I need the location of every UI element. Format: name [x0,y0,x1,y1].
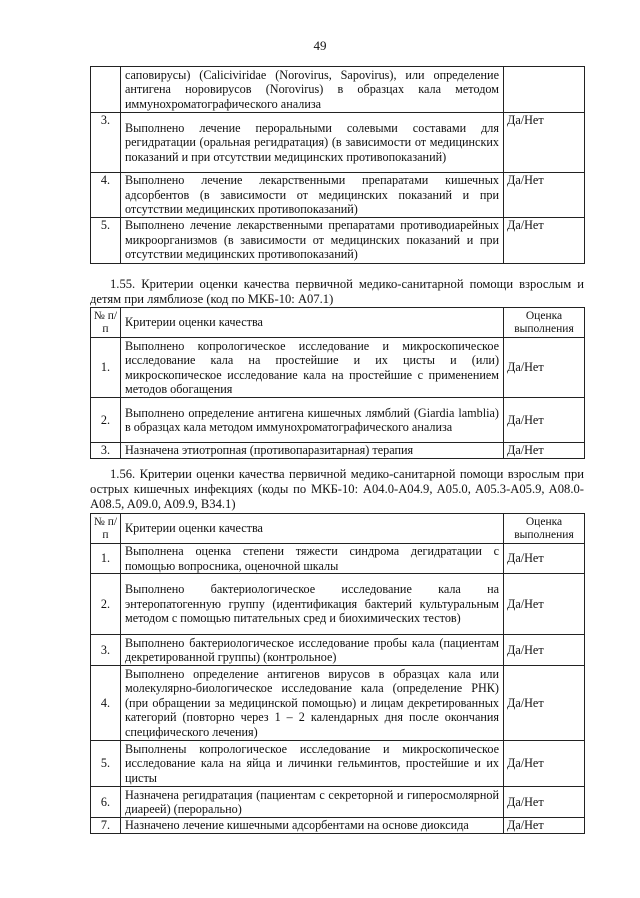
criterion-text: Назначена регидратация (пациентам с секреторной и гиперосмолярной диареей) (перорально) [121,787,504,818]
criteria-table-1-55 [90,307,585,459]
criteria-table-continued [90,66,585,264]
section-heading-1-55: 1.55. Критерии оценки качества первичной медико-санитарной помощи взрослым и детям при лямблиозе (код по МКБ-10: A07.1) [90,277,584,306]
table-row [91,338,585,398]
table-row [91,173,585,218]
table-row [91,666,585,741]
criteria-table-1-56 [90,513,585,834]
row-number: 2. [91,398,121,443]
criterion-text: Выполнено бактериологическое исследование пробы кала (пациентам декретированной группы) (контрольное) [121,635,504,666]
criterion-text: Назначено лечение кишечными адсорбентами на основе диоксида [121,818,504,834]
criterion-text: Выполнена оценка степени тяжести синдрома дегидратации с помощью вопросника, оценочной шкалы [121,544,504,574]
row-number: 5. [91,741,121,787]
column-header-assessment: Оценка выполнения [504,308,585,338]
column-header-criteria: Критерии оценки качества [121,514,504,544]
criterion-text: Выполнено лечение лекарственными препаратами кишечных адсорбентов (в зависимости от медицинских показаний и при отсутствии медицинских противопоказаний) [121,173,504,218]
row-number: 2. [91,574,121,635]
table-header-row [91,514,585,544]
table-row [91,787,585,818]
row-number: 1. [91,544,121,574]
column-header-number: № п/п [91,308,121,338]
row-number: 4. [91,666,121,741]
table-row [91,574,585,635]
criterion-text: Выполнено определение антигена кишечных лямблий (Giardia lamblia) в образцах кала методом иммунохроматографического анализа [121,398,504,443]
table-row [91,217,585,263]
assessment-value: Да/Нет [504,443,585,459]
assessment-value: Да/Нет [504,173,585,218]
column-header-criteria: Критерии оценки качества [121,308,504,338]
assessment-value: Да/Нет [504,544,585,574]
assessment-value: Да/Нет [504,398,585,443]
row-number: 1. [91,338,121,398]
row-number: 7. [91,818,121,834]
assessment-value: Да/Нет [504,787,585,818]
row-number: 6. [91,787,121,818]
row-number: 3. [91,635,121,666]
assessment-value: Да/Нет [504,338,585,398]
criterion-text: Выполнены копрологическое исследование и микроскопическое исследование кала на яйца и личинки гельминтов, простейшие и их цисты [121,741,504,787]
page-number: 49 [313,38,327,53]
table-row [91,398,585,443]
assessment-value: Да/Нет [504,818,585,834]
assessment-value: Да/Нет [504,574,585,635]
row-number: 5. [91,217,121,263]
table-row [91,635,585,666]
column-header-number: № п/п [91,514,121,544]
criterion-text: Выполнено копрологическое исследование и микроскопическое исследование кала на простейшие и их цисты и (или) микроскопическое исследование кала на простейшие с применением методов обогащения [121,338,504,398]
table-row [91,113,585,173]
criterion-text: саповирусы) (Caliciviridae (Norovirus, Sapovirus), или определение антигена норовирусов (Norovirus) в образцах кала методом иммунохроматографического анализа [121,67,504,113]
column-header-assessment: Оценка выполнения [504,514,585,544]
assessment-value: Да/Нет [504,741,585,787]
criterion-text: Назначена этиотропная (противопаразитарная) терапия [121,443,504,459]
row-number: 3. [91,443,121,459]
table-row [91,443,585,459]
row-number: 3. [91,113,121,173]
table-row [91,544,585,574]
criterion-text: Выполнено лечение лекарственными препаратами противодиарейных микроорганизмов (в зависимости от медицинских показаний и при отсутствии медицинских противопоказаний) [121,217,504,263]
assessment-value: Да/Нет [504,113,585,173]
table-row [91,818,585,834]
assessment-value: Да/Нет [504,666,585,741]
row-number [91,67,121,113]
assessment-value: Да/Нет [504,635,585,666]
row-number: 4. [91,173,121,218]
section-heading-1-56: 1.56. Критерии оценки качества первичной медико-санитарной помощи взрослым при острых кишечных инфекциях (коды по МКБ-10: A04.0-A04.9, A05.0, A05.3-A05.9, A08.0-A08.5, A09.0, A09.9, B34.1) [90,467,584,511]
assessment-value: Да/Нет [504,217,585,263]
table-row [91,67,585,113]
criterion-text: Выполнено бактериологическое исследование кала на энтеропатогенную группу (идентификация бактерий культуральным методом с помощью питательных сред и биохимических тестов) [121,574,504,635]
table-row [91,741,585,787]
table-header-row [91,308,585,338]
criterion-text: Выполнено лечение пероральными солевыми составами для регидратации (оральная регидратация) (в зависимости от медицинских показаний и при отсутствии медицинских противопоказаний) [121,113,504,173]
criterion-text: Выполнено определение антигенов вирусов в образцах кала или молекулярно-биологическое исследование кала (определение РНК) (при обращении за медицинской помощью) и лицам декретированных категорий (повторно через 1 – 2 календарных дня после окончания специфического лечения) [121,666,504,741]
assessment-value [504,67,585,113]
